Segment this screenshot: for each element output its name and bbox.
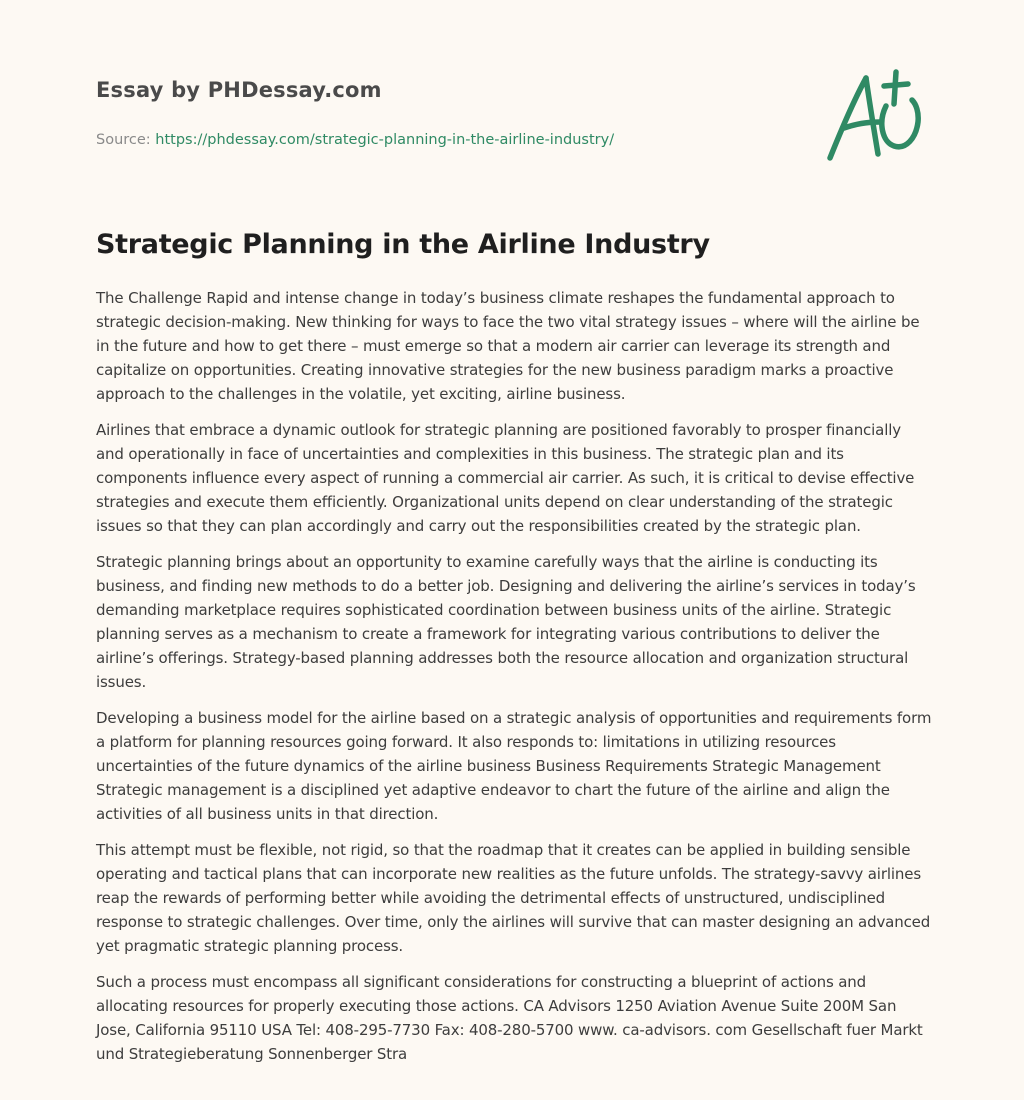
essay-paragraph: Such a process must encompass all significant considerations for constructing a blueprint of actions and allocating resources for properly executing those actions. CA Advisors 1250 Aviation Avenue Suite 200M San Jose, California 95110 USA Tel: 408-295-7730 Fax: 408-280-5700 www. ca-advisors. com Gesellschaft fuer Markt und Strategieberatung Sonnenberger Stra xyxy=(96,973,923,1063)
essay-paragraph: Strategic planning brings about an opportunity to examine carefully ways that the airline is conducting its business, and finding new methods to do a better job. Designing and delivering the airline’s services in today’s demanding marketplace requires sophisticated coordination between business units of the airline. Strategic planning serves as a mechanism to create a framework for integrating various contributions to deliver the airline’s offerings. Strategy-based planning addresses both the resource allocation and organization structural issues. xyxy=(96,553,916,691)
source-line xyxy=(96,130,796,150)
source-link[interactable]: https://phdessay.com/strategic-planning-in-the-airline-industry/ xyxy=(155,132,615,148)
a-plus-logo-icon xyxy=(820,66,930,166)
site-title: Essay by PHDessay.com xyxy=(96,78,382,102)
essay-article xyxy=(96,226,932,1078)
essay-paragraph: This attempt must be flexible, not rigid, so that the roadmap that it creates can be applied in building sensible operating and tactical plans that can incorporate new realities as the future unfolds. The strategy-savvy airlines reap the rewards of performing better while avoiding the detrimental effects of unstructured, undisciplined response to strategic challenges. Over time, only the airlines will survive that can master designing an advanced yet pragmatic strategic planning process. xyxy=(96,841,931,955)
essay-title: Strategic Planning in the Airline Industry xyxy=(96,229,710,260)
essay-paragraph: The Challenge Rapid and intense change in today’s business climate reshapes the fundamental approach to strategic decision-making. New thinking for ways to face the two vital strategy issues – where will the airline be in the future and how to get there – must emerge so that a modern air carrier can leverage its strength and capitalize on opportunities. Creating innovative strategies for the new business paradigm marks a proactive approach to the challenges in the volatile, yet exciting, airline business. xyxy=(96,289,920,403)
essay-paragraph: Airlines that embrace a dynamic outlook for strategic planning are positioned favorably to prosper financially and operationally in face of uncertainties and complexities in this business. The strategic plan and its components influence every aspect of running a commercial air carrier. As such, it is critical to devise effective strategies and execute them efficiently. Organizational units depend on clear understanding of the strategic issues so that they can plan accordingly and carry out the responsibilities created by the strategic plan. xyxy=(96,421,915,535)
essay-paragraph: Developing a business model for the airline based on a strategic analysis of opportunities and requirements form a platform for planning resources going forward. It also responds to: limitations in utilizing resources uncertainties of the future dynamics of the airline business Business Requirements Strategic Management Strategic management is a disciplined yet adaptive endeavor to chart the future of the airline and align the activities of all business units in that direction. xyxy=(96,709,932,823)
source-label: Source: xyxy=(96,132,156,148)
page-header xyxy=(96,76,796,150)
